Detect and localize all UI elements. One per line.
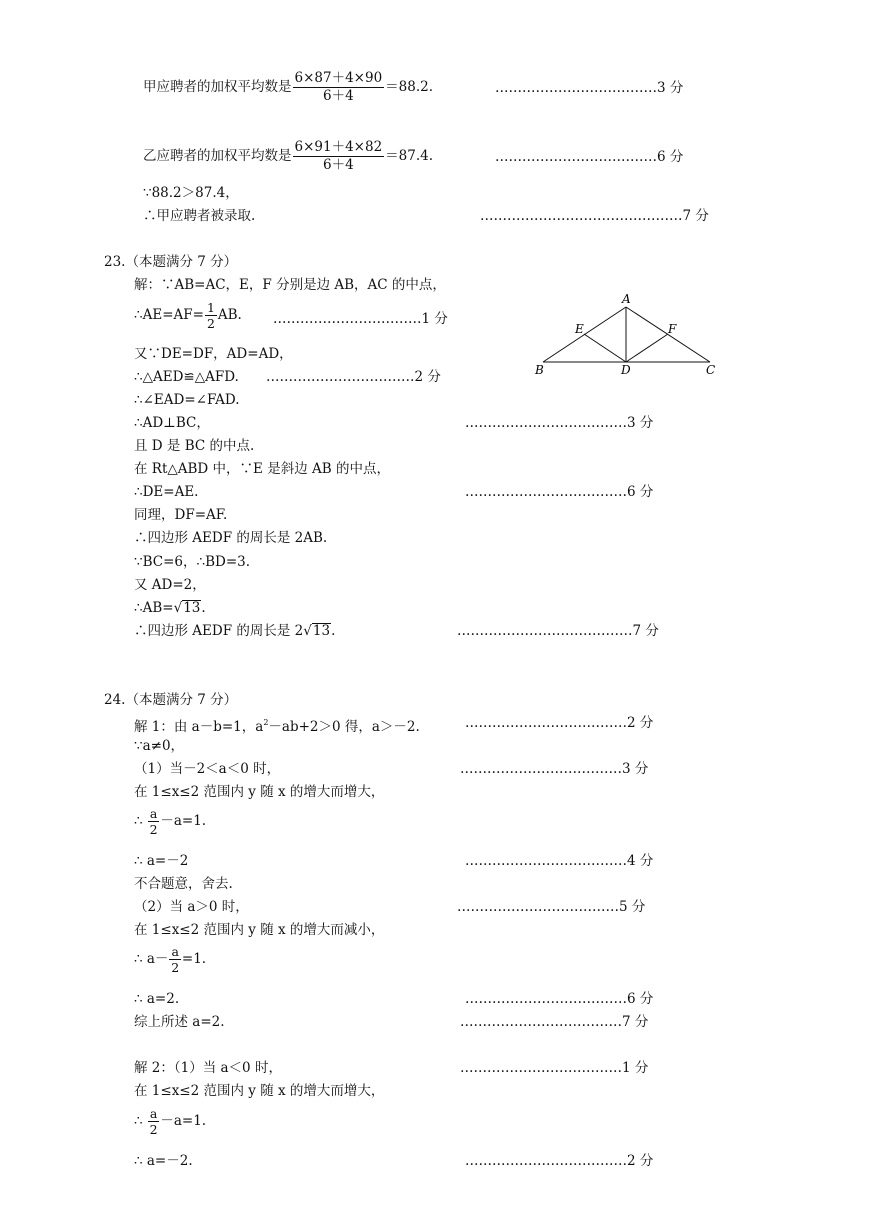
q23-line-14-post: . xyxy=(201,600,206,616)
q24-s2-line-2: 在 1≤x≤2 范围内 y 随 x 的增大而增大， xyxy=(134,1083,385,1099)
jia-numerator: 6×87＋4×90 xyxy=(294,70,383,86)
yi-points: ………………………………6 分 xyxy=(495,149,684,165)
q23-points-7: …………………………………7 分 xyxy=(457,623,659,639)
q23-line-14-pre: ∴AB= xyxy=(134,600,174,616)
yi-numerator: 6×91＋4×82 xyxy=(294,139,383,155)
q24-s1-points-3: ………………………………3 分 xyxy=(460,761,649,777)
q24-s1-line-10-post: =1. xyxy=(181,951,207,967)
q24-s2-line-3-post: －a=1. xyxy=(160,1113,207,1129)
q24-s1-line-7: 不合题意，舍去. xyxy=(134,876,233,892)
q23-line-8: 在 Rt△ABD 中，∵E 是斜边 AB 的中点， xyxy=(134,461,390,477)
q23-line-11: ∴四边形 AEDF 的周长是 2AB. xyxy=(134,530,328,546)
q24-header: 24.（本题满分 7 分） xyxy=(104,692,238,708)
q24-s1-line-1-pre: 解 1：由 a－b=1，a xyxy=(134,719,264,735)
q23-points-2: ……………………………2 分 xyxy=(266,369,441,385)
q24-s1-line-2: ∵a≠0， xyxy=(134,738,185,754)
q24-s1-line-4: 在 1≤x≤2 范围内 y 随 x 的增大而增大， xyxy=(134,784,385,800)
compare-line: ∵88.2＞87.4， xyxy=(143,185,239,201)
q24-s1-line-1-post: －ab+2＞0 得，a＞－2. xyxy=(268,719,420,735)
half-numerator: 1 xyxy=(206,300,215,315)
q24-s2-line-4: ∴ a=－2. xyxy=(134,1153,193,1169)
q24-s1-points-5: ………………………………5 分 xyxy=(457,899,646,915)
q23-line-2-pre: ∴AE=AF= xyxy=(134,307,204,323)
q23-line-14 xyxy=(134,599,206,617)
q23-header: 23.（本题满分 7 分） xyxy=(104,254,238,270)
sqrt-sign: √ xyxy=(173,600,183,616)
q24-s1-line-3: （1）当－2＜a＜0 时， xyxy=(134,761,281,777)
label-b: B xyxy=(535,363,544,377)
jia-points: ………………………………3 分 xyxy=(495,80,684,96)
q24-s2-line-3-pre: ∴ xyxy=(134,1113,147,1129)
q24-s1-line-10 xyxy=(134,944,206,975)
q24-s1-line-12: 综上所述 a=2. xyxy=(134,1014,225,1030)
fraction-numerator: a xyxy=(171,944,179,959)
yi-denominator: 6＋4 xyxy=(322,157,354,173)
yi-result: ＝87.4. xyxy=(385,148,434,164)
q24-s1-line-5-pre: ∴ xyxy=(134,813,147,829)
q23-line-4: ∴△AED≌△AFD. xyxy=(134,369,239,385)
sqrt-radicand: 13 xyxy=(183,600,201,616)
jia-fraction xyxy=(293,70,385,105)
q23-line-3: 又∵DE=DF，AD=AD， xyxy=(134,346,293,362)
q23-line-6: ∴AD⊥BC， xyxy=(134,415,210,431)
q23-line-5: ∴∠EAD=∠FAD. xyxy=(134,392,240,408)
q24-s2-points-2: ………………………………2 分 xyxy=(465,1153,654,1169)
q23-line-1: 解：∵AB=AC，E，F 分别是边 AB，AC 的中点， xyxy=(134,277,446,293)
conclusion-line: ∴甲应聘者被录取. xyxy=(143,208,256,224)
q24-s1-points-4: ………………………………4 分 xyxy=(465,853,654,869)
fraction-numerator: a xyxy=(149,806,158,821)
q23-line-12: ∵BC=6，∴BD=3. xyxy=(134,554,251,570)
q24-s1-line-5-post: －a=1. xyxy=(160,813,207,829)
sqrt-sign: √ xyxy=(303,623,312,639)
q23-line-7: 且 D 是 BC 的中点. xyxy=(134,438,255,454)
q24-s1-points-2: ………………………………2 分 xyxy=(465,715,654,731)
q23-points-3: ………………………………3 分 xyxy=(465,415,654,431)
q24-s1-line-5 xyxy=(134,806,206,837)
q24-s1-points-6: ………………………………6 分 xyxy=(465,991,654,1007)
jia-result: ＝88.2. xyxy=(385,79,434,95)
q23-points-1: ……………………………1 分 xyxy=(273,311,448,327)
jia-average-line xyxy=(143,70,433,105)
jia-prefix: 甲应聘者的加权平均数是 xyxy=(143,79,292,95)
fraction-denominator: 2 xyxy=(149,822,158,837)
a-over-2-fraction xyxy=(169,944,180,975)
q24-s2-line-1: 解 2：（1）当 a＜0 时， xyxy=(134,1060,282,1076)
label-e: E xyxy=(575,322,584,336)
fraction-numerator: a xyxy=(149,1106,158,1121)
label-c: C xyxy=(706,363,716,377)
q24-s1-line-9: 在 1≤x≤2 范围内 y 随 x 的增大而减小， xyxy=(134,922,385,938)
jia-denominator: 6＋4 xyxy=(322,88,354,104)
half-denominator: 2 xyxy=(206,316,215,331)
q23-line-2-post: AB. xyxy=(217,307,242,323)
q24-s2-points-1: ………………………………1 分 xyxy=(460,1060,649,1076)
q23-line-2 xyxy=(134,300,242,331)
q23-points-6: ………………………………6 分 xyxy=(465,484,654,500)
yi-average-line xyxy=(143,139,433,174)
q24-s1-line-8: （2）当 a＞0 时， xyxy=(134,899,249,915)
half-fraction xyxy=(205,300,217,331)
label-d: D xyxy=(621,363,631,377)
yi-fraction xyxy=(293,139,385,174)
segment-fd xyxy=(626,334,668,362)
q23-line-9: ∴DE=AE. xyxy=(134,484,199,500)
label-f: F xyxy=(668,322,677,336)
fraction-denominator: 2 xyxy=(149,1122,158,1137)
triangle-figure xyxy=(530,290,725,380)
q23-line-15 xyxy=(134,622,335,640)
fraction-denominator: 2 xyxy=(171,960,180,975)
segment-ed xyxy=(584,334,626,362)
square-exponent: 2 xyxy=(263,718,269,727)
conclusion-points: ………………………………………7 分 xyxy=(480,208,709,224)
q23-line-15-post: . xyxy=(331,623,336,639)
q24-s1-line-1 xyxy=(134,714,420,736)
q24-s1-line-11: ∴ a=2. xyxy=(134,991,180,1007)
q23-line-10: 同理，DF=AF. xyxy=(134,507,228,523)
q23-line-15-pre: ∴四边形 AEDF 的周长是 2 xyxy=(134,623,304,639)
q24-s1-line-10-pre: ∴ a－ xyxy=(134,951,169,967)
yi-prefix: 乙应聘者的加权平均数是 xyxy=(143,148,292,164)
q24-s1-points-7: ………………………………7 分 xyxy=(460,1014,649,1030)
a-over-2-fraction xyxy=(148,1106,159,1137)
label-a: A xyxy=(622,292,631,306)
q23-line-13: 又 AD=2， xyxy=(134,577,206,593)
a-over-2-fraction xyxy=(148,806,159,837)
sqrt-radicand: 13 xyxy=(312,623,331,639)
q24-s2-line-3 xyxy=(134,1106,206,1137)
q24-s1-line-6: ∴ a=－2 xyxy=(134,853,189,869)
